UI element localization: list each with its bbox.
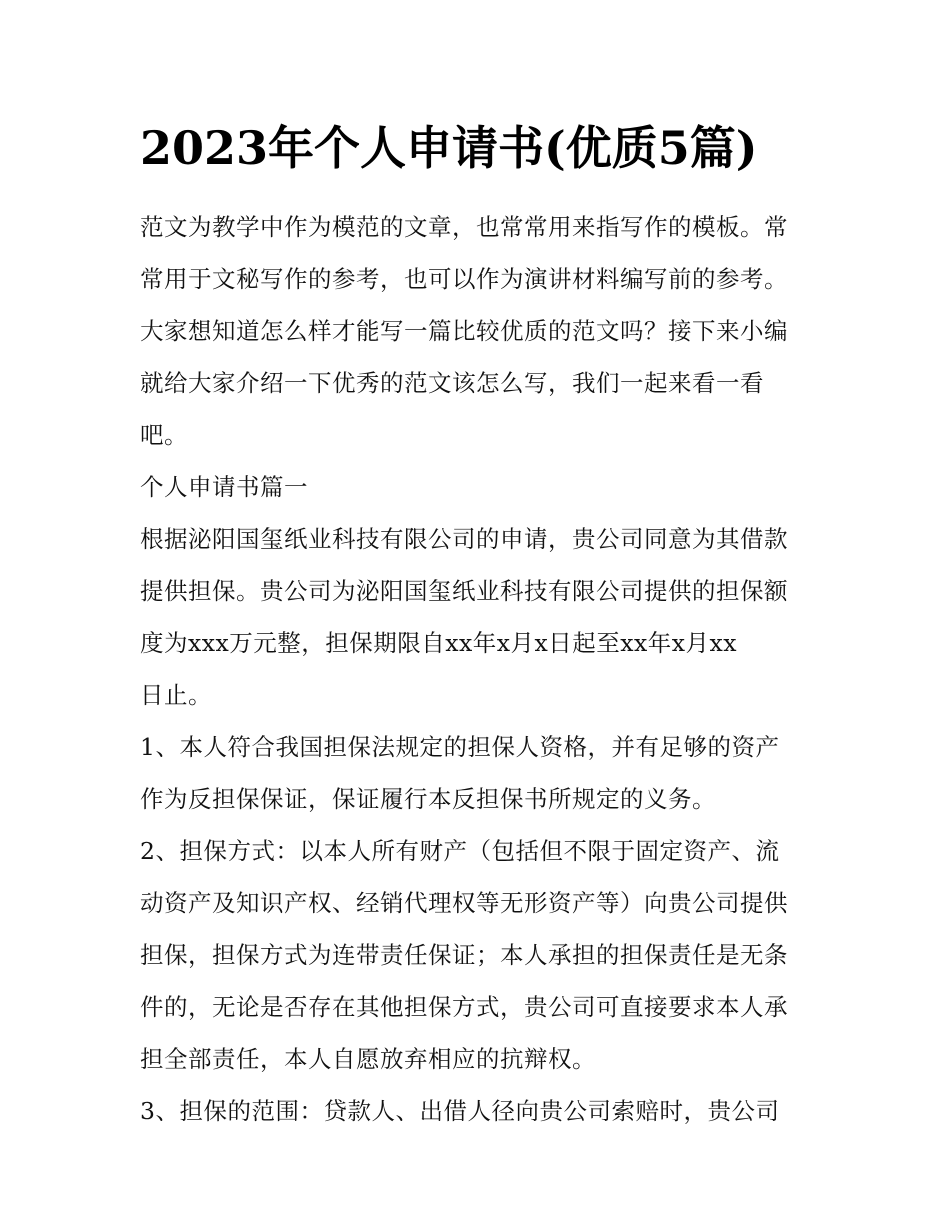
text-line: 范文为教学中作为模范的文章，也常常用来指写作的模板。常 [140, 213, 788, 241]
text-line: 就给大家介绍一下优秀的范文该怎么写，我们一起来看一看 [140, 369, 764, 397]
text-line: 提供担保。贵公司为泌阳国玺纸业科技有限公司提供的担保额 [140, 577, 788, 605]
text-line: 3、担保的范围：贷款人、出借人径向贵公司索赔时，贵公司 [140, 1097, 780, 1125]
text-line: 担全部责任，本人自愿放弃相应的抗辩权。 [140, 1045, 596, 1073]
intro-paragraph [140, 201, 812, 461]
text-line: 1、本人符合我国担保法规定的担保人资格，并有足够的资产 [140, 733, 780, 761]
text-line: 度为xxx万元整，担保期限自xx年x月x日起至xx年x月xx [140, 629, 738, 657]
clause-3 [140, 1085, 812, 1137]
text-line: 作为反担保保证，保证履行本反担保书所规定的义务。 [140, 785, 716, 813]
document-title: 2023年个人申请书(优质5篇) [140, 121, 758, 175]
text-line: 根据泌阳国玺纸业科技有限公司的申请，贵公司同意为其借款 [140, 525, 788, 553]
text-line: 动资产及知识产权、经销代理权等无形资产等）向贵公司提供 [140, 889, 788, 917]
clause-2 [140, 825, 812, 1085]
section-heading [140, 461, 812, 513]
text-line: 大家想知道怎么样才能写一篇比较优质的范文吗？接下来小编 [140, 317, 788, 345]
clause-1 [140, 721, 812, 825]
text-line: 吧。 [140, 421, 188, 449]
text-line: 担保，担保方式为连带责任保证；本人承担的担保责任是无条 [140, 941, 788, 969]
document-body [140, 201, 812, 1137]
text-line: 2、担保方式：以本人所有财产（包括但不限于固定资产、流 [140, 837, 780, 865]
text-line: 日止。 [140, 681, 212, 709]
text-line: 个人申请书篇一 [140, 473, 308, 501]
guarantee-paragraph [140, 513, 812, 721]
text-line: 常用于文秘写作的参考，也可以作为演讲材料编写前的参考。 [140, 265, 788, 293]
text-line: 件的，无论是否存在其他担保方式，贵公司可直接要求本人承 [140, 993, 788, 1021]
